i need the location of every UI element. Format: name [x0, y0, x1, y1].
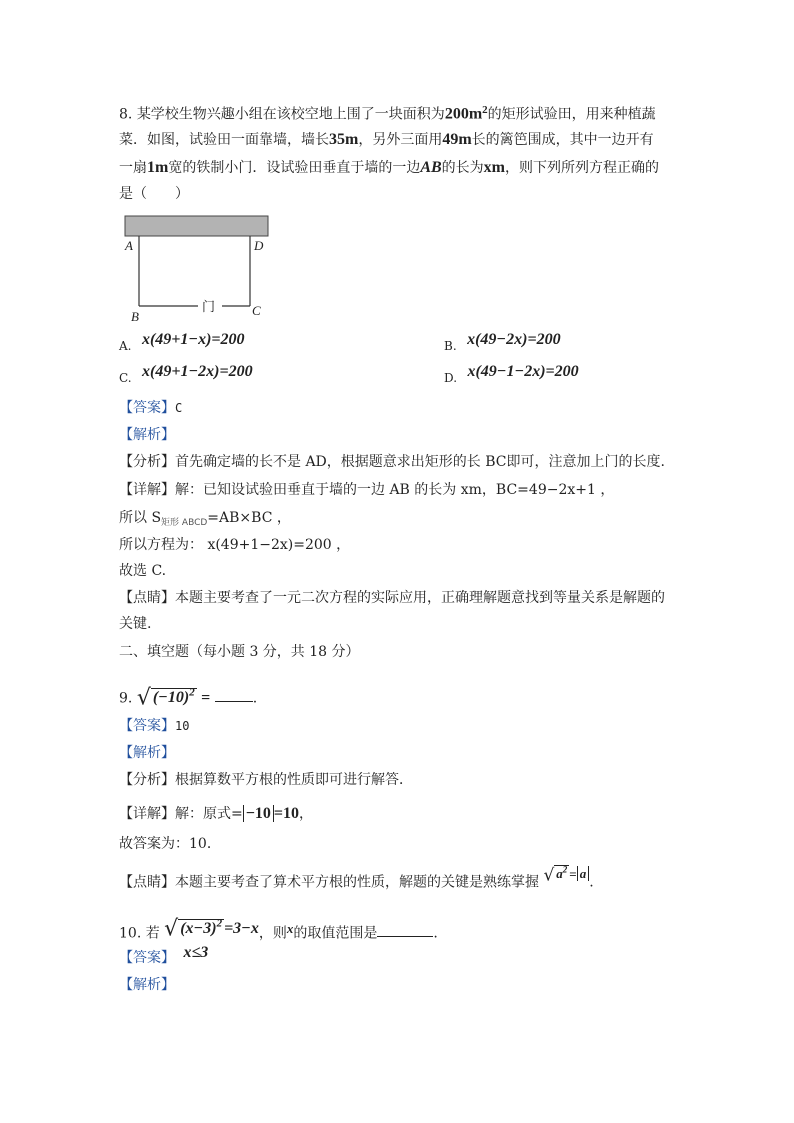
q9-radicand: $(-10)^2$: [152, 687, 195, 707]
q8-dianjing-1: [119, 588, 665, 608]
q9-xiangjie-c: ，: [298, 806, 313, 822]
q9-dianjing-end: .: [589, 874, 594, 891]
q9-dianjing-text: 本题主要考查了算术平方根的性质，解题的关键是熟练掌握: [175, 874, 539, 891]
q8-ab: AB: [420, 159, 442, 176]
fenxi-tag: 【分析】: [119, 454, 175, 470]
q9-formula: √ $a^2 = a$: [543, 860, 589, 885]
door-label: 门: [202, 300, 216, 315]
wall-bar: [125, 216, 268, 236]
option-a-expr: x(49+1−x)=200: [141, 331, 245, 348]
q10-seg: ，则: [258, 925, 287, 942]
suoyi1-sub: 矩形 ABCD: [161, 518, 208, 528]
q10-radicand: $(x-3)^2$: [180, 918, 223, 938]
option-b-expr: x(49−2x)=200: [467, 331, 561, 348]
q9-sqrt: √ $(-10)^2$: [136, 685, 195, 711]
q9-answer: [119, 716, 189, 736]
option-a-label: A.: [119, 339, 132, 353]
q8-suoyi2: [119, 535, 350, 555]
q9-guda-text: 故答案为：10．: [119, 836, 221, 852]
q9-answer-tag: 【答案】: [119, 718, 175, 734]
q8-text-8: 的长为: [441, 160, 484, 176]
analysis-tag: 【解析】: [119, 427, 175, 443]
option-c-expr: x(49+1−2x)=200: [142, 363, 253, 380]
vertex-a: A: [125, 238, 133, 253]
guxuan-text: 故选 C.: [119, 563, 167, 579]
q9-guda: [119, 834, 221, 854]
q8-xm: xm: [483, 159, 505, 176]
q9-xiangjie-a: 解：原式=: [175, 806, 243, 822]
q9-number: 9.: [119, 690, 133, 707]
q8-analysis: [119, 425, 175, 445]
q9-line: [119, 678, 257, 713]
q8-figure: [118, 212, 278, 324]
option-d-expr: x(49−1−2x)=200: [467, 363, 579, 380]
q9-answer-value: 10: [175, 719, 190, 733]
q9-xiangjie-b: =10: [273, 805, 299, 822]
q9-xiangjie-tag: 【详解】: [119, 806, 175, 822]
answer-tag: 【答案】: [119, 400, 175, 416]
q8-option-c: [119, 363, 253, 388]
q8-option-d: [444, 363, 579, 388]
suoyi1-a: 所以 S: [119, 510, 162, 526]
q8-suoyi1: [119, 508, 291, 533]
q8-guxuan: [119, 561, 166, 581]
q8-wall: 35m: [329, 131, 359, 148]
q9-abs: −10: [243, 805, 274, 822]
q10-ruo: 若: [145, 925, 160, 942]
q10-analysis: [119, 975, 175, 995]
q8-text-4: ，另外三面用: [358, 132, 443, 148]
q8-option-b: [444, 331, 561, 356]
q8-xiangjie: [119, 480, 614, 500]
q8-line3: [119, 158, 659, 178]
q10-number: 10.: [119, 925, 142, 942]
q10-line: [119, 913, 438, 948]
suoyi1-b: =AB×BC ，: [207, 510, 291, 526]
q10-blank: [377, 922, 433, 937]
q10-answer-value: x≤3: [183, 944, 209, 961]
option-b-label: B.: [444, 339, 457, 353]
vertex-b: B: [131, 309, 139, 324]
q9-equals: =: [201, 689, 211, 707]
xiangjie-text: 解：已知设试验田垂直于墙的一边 AB 的长为 xm，BC=49−2x+1 ，: [175, 482, 615, 498]
q9-analysis: [119, 743, 175, 763]
dianjing-tag: 【点睛】: [119, 590, 175, 606]
q9-dianjing-tag: 【点睛】: [119, 874, 175, 891]
q8-dianjing-2: [119, 614, 151, 634]
q8-text-6: 一扇: [119, 160, 147, 176]
dianjing-text-1: 本题主要考查了一元二次方程的实际应用，正确理解题意找到等量关系是解题的: [175, 590, 665, 606]
option-d-label: D.: [444, 371, 458, 385]
q9-blank: [215, 687, 253, 702]
xiangjie-tag: 【详解】: [119, 482, 175, 498]
q10-rhs: =3−x: [224, 920, 259, 938]
q10-sqrt: √ $(x-3)^2$: [164, 916, 223, 942]
q9-fenxi-tag: 【分析】: [119, 772, 175, 788]
q8-area: 200m: [444, 105, 483, 123]
answer-value: C: [175, 401, 183, 415]
q8-text-1: 某学校生物兴趣小组在该校空地上围了一块面积为: [136, 106, 445, 123]
option-c-label: C.: [119, 371, 132, 385]
q8-fence: 49m: [442, 131, 472, 148]
q9-fenxi: [119, 770, 413, 790]
q8-door: 1m: [147, 159, 169, 176]
section-2-heading: [119, 642, 360, 662]
q9-fenxi-text: 根据算数平方根的性质即可进行解答．: [175, 772, 413, 788]
q10-answer-tag: 【答案】: [119, 950, 175, 966]
q8-text-5: 长的篱笆围成，其中一边开有: [471, 132, 654, 148]
q9-xiangjie: [119, 804, 313, 824]
q8-text-9: ，则下列所列方程正确的: [505, 160, 659, 176]
fenxi-text: 首先确定墙的长不是 AD，根据题意求出矩形的长 BC即可，注意加上门的长度.: [175, 454, 665, 470]
q8-area-exp: 2: [482, 104, 488, 116]
q9-analysis-tag: 【解析】: [119, 745, 175, 761]
q8-line1: [119, 100, 656, 125]
q8-text-3: 菜．如图，试验田一面靠墙，墙长: [119, 132, 329, 148]
q8-text-7: 宽的铁制小门．设试验田垂直于墙的一边: [168, 160, 421, 176]
q10-answer: [119, 944, 209, 968]
q9-dianjing: [119, 865, 594, 893]
q8-line2: [119, 130, 654, 150]
dianjing-text-2: 关键.: [119, 616, 152, 632]
q8-answer: [119, 398, 182, 418]
q8-fenxi: [119, 452, 665, 472]
q8-number: 8.: [119, 106, 133, 123]
q8-option-a: [119, 331, 245, 356]
q10-seg2: 的取值范围是: [293, 925, 378, 942]
q9-period: .: [252, 690, 258, 707]
q8-line4: [119, 184, 189, 204]
q10-x: x: [286, 921, 294, 937]
q8-text-2: 的矩形试验田，用来种植蔬: [487, 106, 656, 123]
q10-analysis-tag: 【解析】: [119, 977, 175, 993]
section-2-title: 二、填空题（每小题 3 分，共 18 分）: [119, 644, 360, 660]
q8-text-10: 是（ ）: [119, 186, 189, 202]
vertex-c: C: [252, 303, 261, 318]
suoyi2-text: 所以方程为： x(49+1−2x)=200 ，: [119, 537, 351, 553]
q10-period: .: [433, 925, 438, 942]
vertex-d: D: [254, 238, 264, 253]
